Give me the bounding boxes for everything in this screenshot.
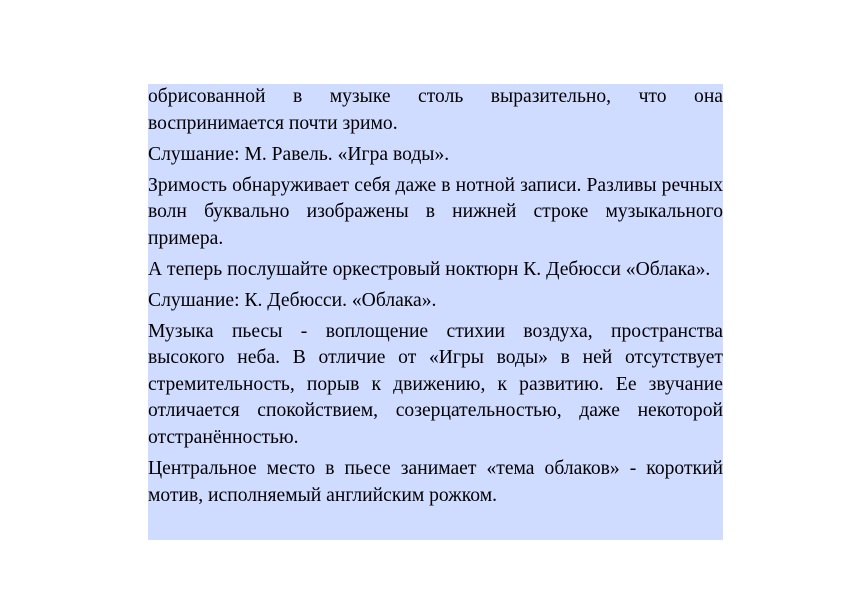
paragraph-2: Слушание: М. Равель. «Игра воды». <box>148 143 450 165</box>
paragraph-7: Центральное место в пьесе занимает «тема облаков» - короткий мотив, исполняемый английским рожком. <box>148 458 723 506</box>
paragraph-1: обрисованной в музыке столь выразительно, что она воспринимается почти зримо. <box>148 86 723 134</box>
paragraph-6: Музыка пьесы - воплощение стихии воздуха, пространства высокого неба. В отличие от «Игры воды» в ней отсутствует стремительность, порыв к движению, к развитию. Ее звучание отличается спокойствием, созерцательностью, даже некоторой отстранённостью. <box>148 320 723 448</box>
paragraph-5: Слушание: К. Дебюсси. «Облака». <box>148 289 437 311</box>
paragraph-4: А теперь послушайте оркестровый ноктюрн К. Дебюсси «Облака». <box>148 258 711 280</box>
document-text-block <box>148 84 723 540</box>
paragraph-3: Зримость обнаруживает себя даже в нотной записи. Разливы речных волн буквально изображены в нижней строке музыкального примера. <box>148 174 723 249</box>
